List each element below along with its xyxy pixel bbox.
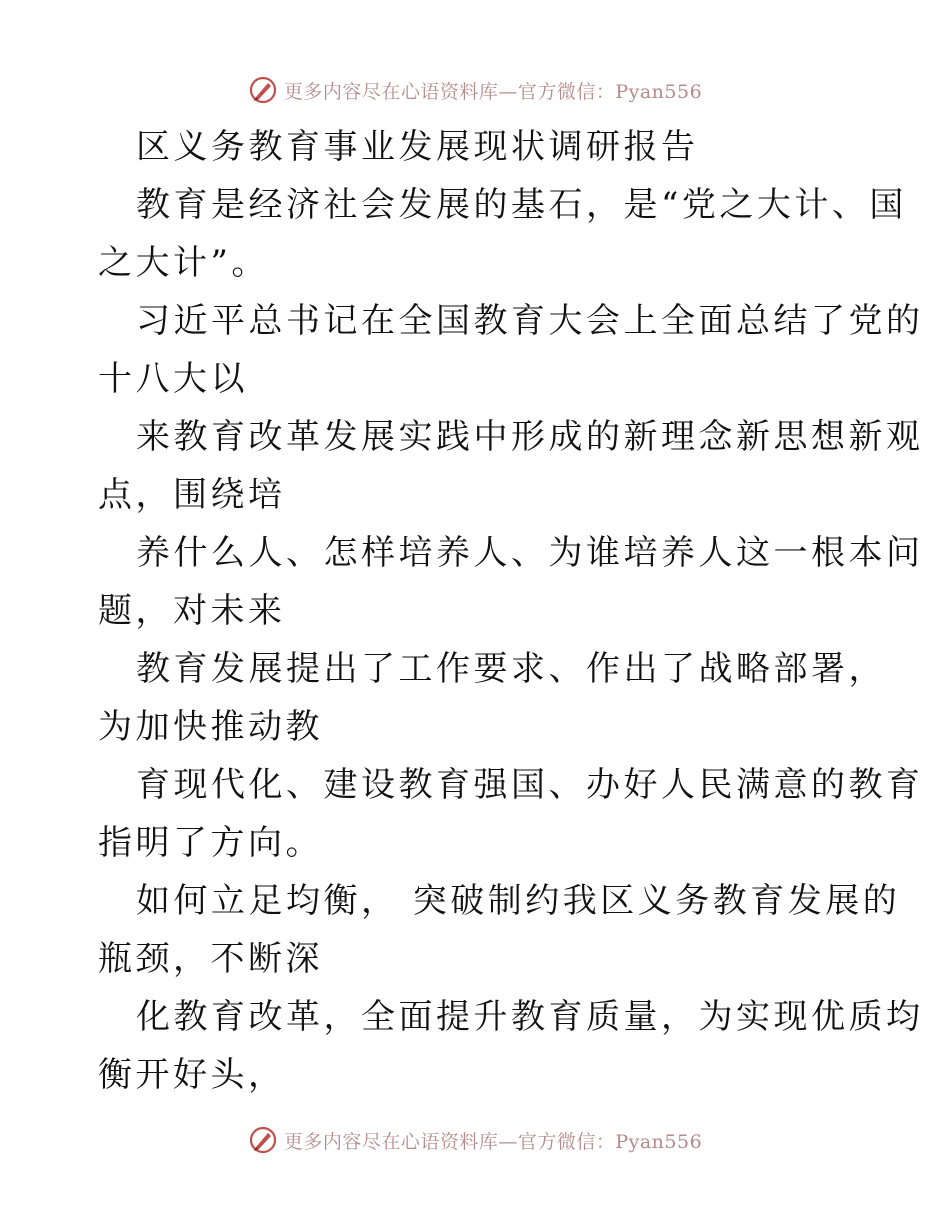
footer-watermark	[0, 1122, 950, 1158]
paragraph-line: 育现代化、建设教育强国、办好人民满意的教育	[136, 765, 924, 805]
paragraph-line: 点，围绕培	[98, 475, 286, 515]
watermark-text: 更多内容尽在心语资料库—官方微信：Pyan556	[283, 1130, 703, 1153]
paragraph-line: 衡开好头，	[98, 1055, 286, 1095]
paragraph-line: 来教育改革发展实践中形成的新理念新思想新观	[136, 417, 924, 457]
paragraph-line: 化教育改革，全面提升教育质量，为实现优质均	[136, 997, 924, 1037]
pen-circle-icon	[248, 75, 278, 105]
paragraph-line: 如何立足均衡， 突破制约我区义务教育发展的	[136, 881, 901, 921]
paragraph-line: 十八大以	[98, 359, 248, 399]
pen-circle-icon	[248, 1125, 278, 1155]
header-watermark	[0, 72, 950, 108]
paragraph-line: 为加快推动教	[98, 707, 323, 747]
paragraph-line: 教育发展提出了工作要求、作出了战略部署，	[136, 649, 886, 689]
paragraph-line: 题，对未来	[98, 591, 286, 631]
document-body	[98, 118, 924, 1104]
paragraph-line: 教育是经济社会发展的基石，是“党之大计、国	[136, 185, 907, 225]
paragraph-line: 养什么人、怎样培养人、为谁培养人这一根本问	[136, 533, 924, 573]
paragraph-line: 指明了方向。	[98, 823, 323, 863]
paragraph-line: 瓶颈，不断深	[98, 939, 323, 979]
document-title: 区义务教育事业发展现状调研报告	[136, 127, 699, 167]
paragraph-line: 习近平总书记在全国教育大会上全面总结了党的	[136, 301, 924, 341]
watermark-text: 更多内容尽在心语资料库—官方微信：Pyan556	[283, 80, 703, 103]
paragraph-line: 之大计”。	[98, 243, 269, 283]
